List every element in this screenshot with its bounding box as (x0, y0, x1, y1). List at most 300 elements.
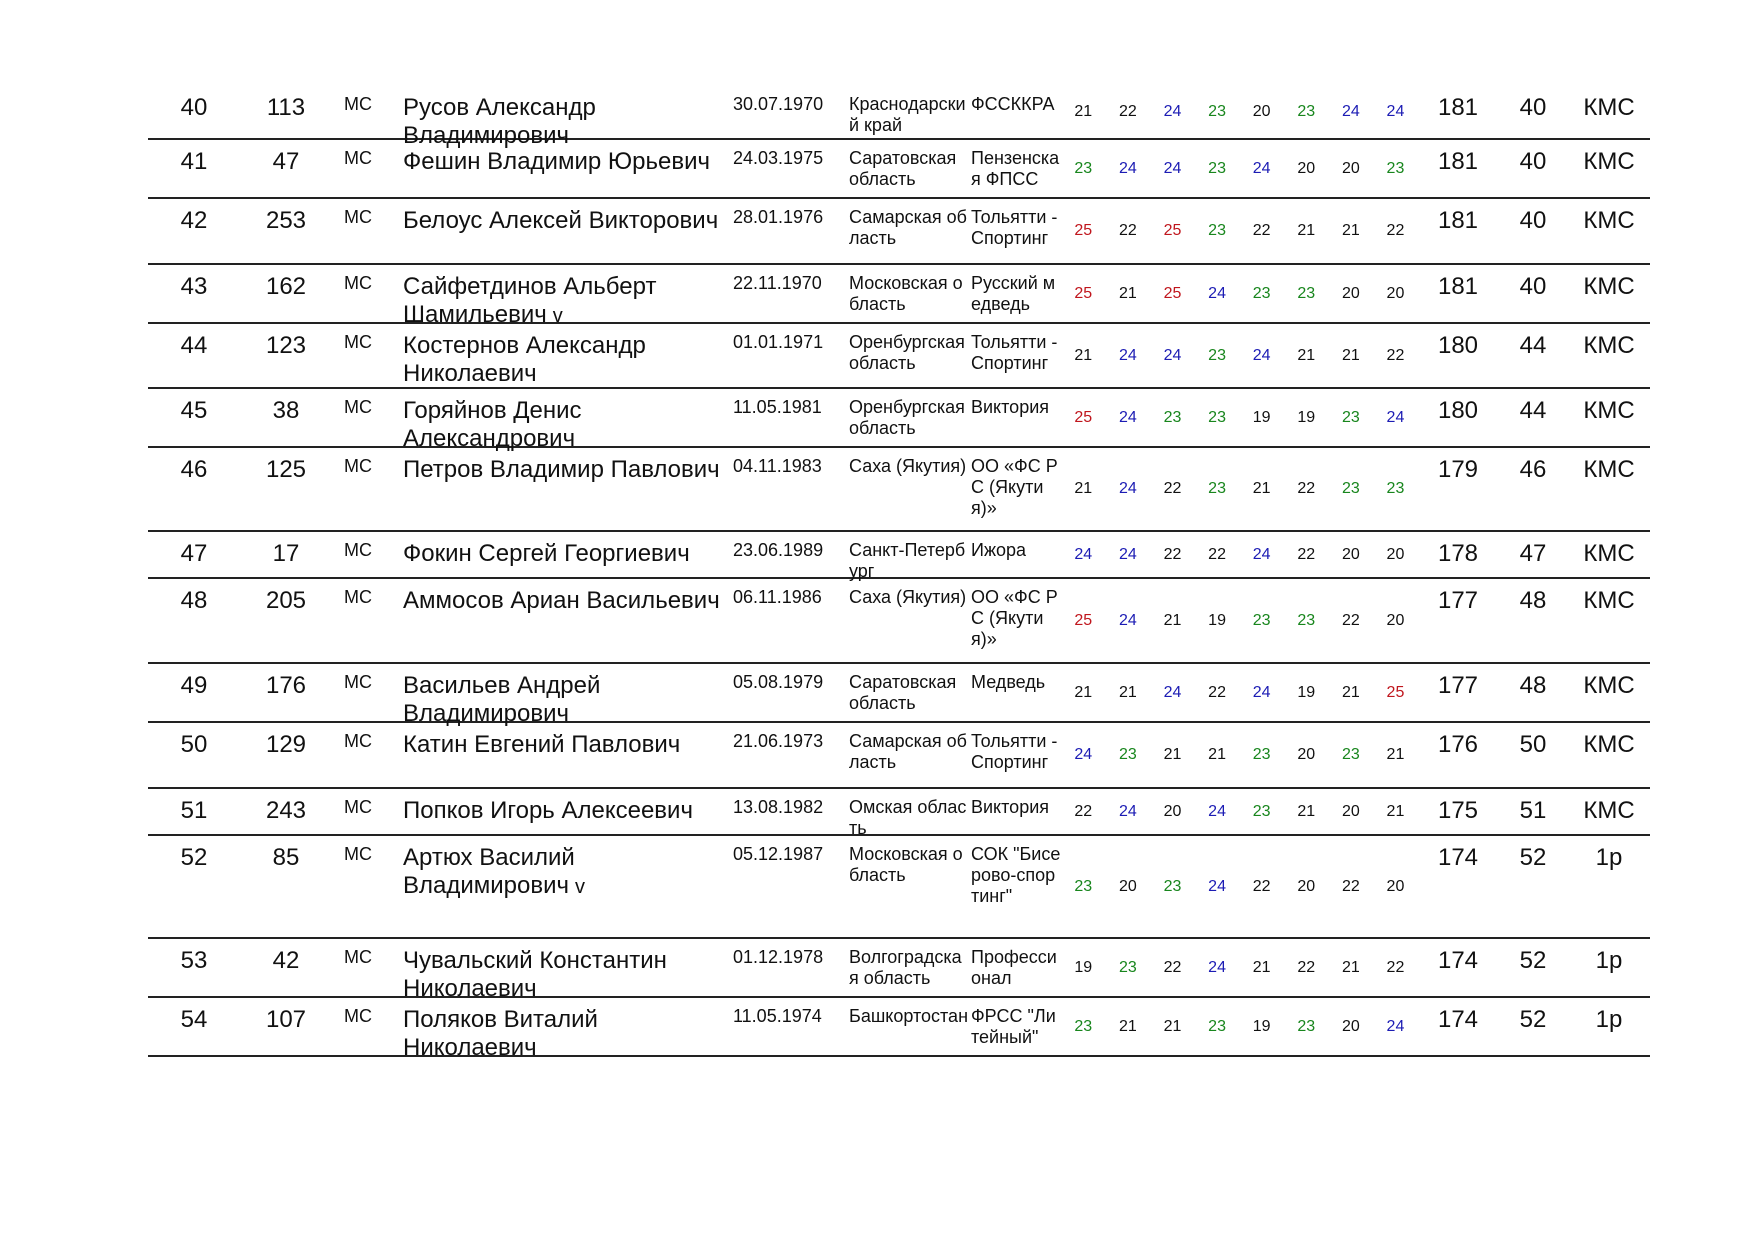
series-score: 21 (1208, 746, 1226, 763)
series-score: 25 (1386, 683, 1405, 701)
athlete-name: Катин Евгений Павлович (403, 731, 681, 758)
athlete-name: Русов Александр Владимирович (403, 94, 596, 149)
series-score: 20 (1252, 103, 1271, 120)
series-score: 24 (1118, 159, 1137, 177)
series-score: 20 (1297, 746, 1316, 763)
club-cell: Тольятти - Спортинг (971, 731, 1058, 772)
club-cell: ФССККРА (971, 94, 1055, 114)
ranking-place-cell: 50 (1519, 731, 1547, 758)
bib-cell: 129 (265, 731, 307, 758)
series-score: 25 (1074, 284, 1093, 302)
birthdate-cell: 05.12.1987 (733, 844, 824, 864)
table-row (148, 998, 1650, 1061)
series-score: 25 (1163, 284, 1182, 302)
total-cell: 181 (1437, 148, 1479, 175)
series-scores (1061, 939, 1421, 996)
rank-cell: МС (344, 397, 372, 417)
series-score: 23 (1208, 159, 1226, 177)
table-row (148, 723, 1650, 789)
place-cell: 49 (180, 672, 208, 699)
series-score: 19 (1252, 408, 1271, 426)
rank-cell: МС (344, 207, 372, 227)
athlete-name-cell (403, 672, 733, 728)
series-score: 24 (1341, 103, 1360, 120)
club-cell: Русский медведь (971, 273, 1056, 314)
athlete-name: Артюх Василий Владимирович (403, 844, 575, 899)
table-row (148, 664, 1650, 727)
veteran-mark: v (575, 876, 586, 898)
region-cell: Санкт-Петербург (849, 540, 966, 581)
club-cell: Тольятти - Спортинг (971, 332, 1058, 373)
qualification-cell: КМС (1583, 273, 1635, 300)
athlete-name: Белоус Алексей Викторович (403, 207, 719, 234)
region-cell: Саратовская область (849, 672, 957, 713)
bib-cell: 125 (265, 456, 307, 483)
place-cell: 51 (180, 797, 208, 824)
club-cell: ОО «ФС РС (Якутия)» (971, 456, 1058, 518)
series-score: 23 (1297, 284, 1316, 302)
series-score: 19 (1297, 408, 1316, 426)
series-score: 21 (1341, 683, 1360, 701)
series-score: 25 (1074, 222, 1093, 239)
series-score: 21 (1386, 802, 1405, 820)
club-cell: ФРСС "Литейный" (971, 1006, 1056, 1047)
place-cell: 43 (180, 273, 208, 300)
series-score: 25 (1074, 408, 1093, 426)
ranking-place-cell: 40 (1519, 94, 1547, 121)
series-score: 20 (1118, 877, 1137, 895)
series-score: 22 (1386, 958, 1405, 976)
athlete-name: Фокин Сергей Георгиевич (403, 540, 690, 567)
athlete-name: Васильев Андрей Владимирович (403, 672, 601, 727)
series-score: 21 (1163, 1017, 1182, 1035)
region-cell: Самарская область (849, 731, 967, 772)
qualification-cell: КМС (1583, 332, 1635, 359)
series-score: 22 (1118, 222, 1137, 239)
series-score: 20 (1341, 802, 1360, 820)
table-row (148, 789, 1650, 836)
birthdate-cell: 22.11.1970 (733, 273, 822, 293)
bib-cell: 205 (265, 587, 307, 614)
series-score: 22 (1252, 877, 1271, 895)
total-cell: 179 (1437, 456, 1479, 483)
ranking-place-cell: 40 (1519, 273, 1547, 300)
table-row (148, 324, 1650, 389)
place-cell: 53 (180, 947, 208, 974)
series-score: 23 (1074, 1017, 1093, 1035)
qualification-cell: 1р (1595, 1006, 1623, 1033)
rank-cell: МС (344, 947, 372, 967)
series-scores (1061, 86, 1421, 138)
bib-cell: 176 (265, 672, 307, 699)
total-cell: 176 (1437, 731, 1479, 758)
athlete-name-cell (403, 397, 733, 453)
place-cell: 48 (180, 587, 208, 614)
series-score: 21 (1118, 284, 1137, 302)
rank-cell: МС (344, 1006, 372, 1026)
series-score: 24 (1163, 159, 1182, 177)
series-score: 23 (1208, 346, 1226, 364)
athlete-name: Костернов Александр Николаевич (403, 332, 646, 387)
ranking-place-cell: 47 (1519, 540, 1547, 567)
series-score: 23 (1074, 877, 1093, 895)
series-scores (1061, 265, 1421, 322)
series-score: 23 (1297, 611, 1316, 629)
ranking-place-cell: 40 (1519, 148, 1547, 175)
athlete-name: Горяйнов Денис Александрович (403, 397, 582, 452)
series-score: 20 (1341, 1017, 1360, 1035)
place-cell: 47 (180, 540, 208, 567)
place-cell: 40 (180, 94, 208, 121)
athlete-name-cell (403, 456, 733, 484)
series-score: 23 (1386, 480, 1405, 497)
series-score: 20 (1386, 611, 1405, 629)
series-score: 22 (1208, 545, 1226, 563)
series-score: 23 (1163, 877, 1182, 895)
series-score: 22 (1297, 545, 1316, 563)
series-score: 23 (1208, 222, 1226, 239)
series-score: 24 (1118, 545, 1137, 563)
series-score: 21 (1252, 480, 1271, 497)
ranking-place-cell: 44 (1519, 397, 1547, 424)
club-cell: СОК "Бисерово-спортинг" (971, 844, 1061, 906)
athlete-name: Поляков Виталий Николаевич (403, 1006, 598, 1061)
series-score: 23 (1341, 746, 1360, 763)
birthdate-cell: 21.06.1973 (733, 731, 824, 751)
table-row (148, 199, 1650, 265)
total-cell: 180 (1437, 332, 1479, 359)
athlete-name-cell (403, 844, 733, 901)
series-score: 20 (1297, 159, 1316, 177)
bib-cell: 85 (272, 844, 300, 871)
athlete-name: Петров Владимир Павлович (403, 456, 720, 483)
total-cell: 175 (1437, 797, 1479, 824)
bib-cell: 17 (272, 540, 300, 567)
region-cell: Омская область (849, 797, 967, 838)
qualification-cell: КМС (1583, 672, 1635, 699)
place-cell: 41 (180, 148, 208, 175)
bib-cell: 38 (272, 397, 300, 424)
athlete-name: Фешин Владимир Юрьевич (403, 148, 710, 175)
club-cell: ОО «ФС РС (Якутия)» (971, 587, 1058, 649)
series-score: 22 (1386, 222, 1405, 239)
rank-cell: МС (344, 148, 372, 168)
series-score: 22 (1163, 545, 1182, 563)
series-score: 24 (1208, 284, 1226, 302)
series-score: 25 (1074, 611, 1093, 629)
series-score: 24 (1252, 545, 1271, 563)
series-score: 21 (1386, 746, 1405, 763)
region-cell: Саха (Якутия) (849, 456, 967, 476)
qualification-cell: КМС (1583, 94, 1635, 121)
qualification-cell: 1р (1595, 844, 1623, 871)
table-row (148, 448, 1650, 532)
qualification-cell: КМС (1583, 456, 1635, 483)
athlete-name-cell (403, 1006, 733, 1062)
rank-cell: МС (344, 332, 372, 352)
series-scores (1061, 836, 1421, 937)
region-cell: Волгоградская область (849, 947, 962, 988)
series-score: 21 (1341, 958, 1360, 976)
series-score: 20 (1386, 877, 1405, 895)
series-score: 23 (1252, 802, 1271, 820)
athlete-name-cell (403, 332, 733, 388)
birthdate-cell: 28.01.1976 (733, 207, 824, 227)
total-cell: 174 (1437, 1006, 1479, 1033)
series-score: 21 (1118, 1017, 1137, 1035)
club-cell: Пензенская ФПСС (971, 148, 1060, 189)
series-score: 20 (1341, 159, 1360, 177)
series-score: 24 (1163, 683, 1182, 701)
qualification-cell: 1р (1595, 947, 1623, 974)
athlete-name-cell (403, 273, 733, 330)
bib-cell: 47 (272, 148, 300, 175)
region-cell: Самарская область (849, 207, 967, 248)
qualification-cell: КМС (1583, 731, 1635, 758)
series-scores (1061, 448, 1421, 530)
series-score: 21 (1341, 346, 1360, 364)
series-score: 24 (1208, 802, 1226, 820)
total-cell: 181 (1437, 94, 1479, 121)
series-score: 24 (1163, 346, 1182, 364)
total-cell: 181 (1437, 273, 1479, 300)
place-cell: 54 (180, 1006, 208, 1033)
athlete-name: Чувальский Константин Николаевич (403, 947, 667, 1002)
series-score: 23 (1341, 480, 1360, 497)
series-score: 24 (1074, 545, 1093, 563)
series-scores (1061, 789, 1421, 834)
birthdate-cell: 24.03.1975 (733, 148, 824, 168)
birthdate-cell: 06.11.1986 (733, 587, 822, 607)
series-score: 24 (1386, 408, 1405, 426)
place-cell: 44 (180, 332, 208, 359)
series-score: 21 (1074, 480, 1093, 497)
series-score: 22 (1163, 958, 1182, 976)
series-score: 21 (1163, 611, 1182, 629)
table-row (148, 532, 1650, 579)
athlete-name: Попков Игорь Алексеевич (403, 797, 693, 824)
total-cell: 178 (1437, 540, 1479, 567)
athlete-name-cell (403, 947, 733, 1003)
rank-cell: МС (344, 844, 372, 864)
series-scores (1061, 324, 1421, 387)
series-score: 20 (1341, 284, 1360, 302)
qualification-cell: КМС (1583, 207, 1635, 234)
qualification-cell: КМС (1583, 797, 1635, 824)
series-score: 24 (1118, 611, 1137, 629)
total-cell: 174 (1437, 947, 1479, 974)
series-score: 21 (1297, 346, 1316, 364)
series-score: 23 (1074, 159, 1093, 177)
series-score: 23 (1118, 746, 1137, 763)
series-score: 20 (1386, 284, 1405, 302)
series-score: 22 (1163, 480, 1182, 497)
place-cell: 45 (180, 397, 208, 424)
qualification-cell: КМС (1583, 587, 1635, 614)
series-scores (1061, 199, 1421, 263)
club-cell: Виктория (971, 397, 1050, 417)
series-score: 23 (1208, 408, 1226, 426)
series-score: 23 (1341, 408, 1360, 426)
club-cell: Профессионал (971, 947, 1057, 988)
athlete-name-cell (403, 207, 733, 235)
total-cell: 180 (1437, 397, 1479, 424)
total-cell: 181 (1437, 207, 1479, 234)
series-scores (1061, 389, 1421, 446)
series-score: 21 (1118, 683, 1137, 701)
ranking-place-cell: 40 (1519, 207, 1547, 234)
series-score: 22 (1118, 103, 1137, 120)
region-cell: Оренбургская область (849, 397, 965, 438)
rank-cell: МС (344, 94, 372, 114)
rank-cell: МС (344, 731, 372, 751)
bib-cell: 253 (265, 207, 307, 234)
series-score: 24 (1074, 746, 1093, 763)
birthdate-cell: 11.05.1981 (733, 397, 822, 417)
series-score: 23 (1252, 284, 1271, 302)
series-scores (1061, 998, 1421, 1055)
club-cell: Тольятти - Спортинг (971, 207, 1058, 248)
place-cell: 52 (180, 844, 208, 871)
place-cell: 46 (180, 456, 208, 483)
series-score: 20 (1386, 545, 1405, 563)
series-score: 24 (1208, 877, 1226, 895)
series-score: 22 (1297, 480, 1316, 497)
series-score: 24 (1118, 802, 1137, 820)
series-scores (1061, 723, 1421, 787)
series-score: 24 (1118, 346, 1137, 364)
series-scores (1061, 664, 1421, 721)
series-score: 21 (1252, 958, 1271, 976)
region-cell: Московская область (849, 844, 963, 885)
series-score: 21 (1074, 103, 1093, 120)
birthdate-cell: 01.12.1978 (733, 947, 824, 967)
athlete-name-cell (403, 148, 733, 176)
region-cell: Краснодарский край (849, 94, 966, 135)
qualification-cell: КМС (1583, 540, 1635, 567)
series-score: 19 (1208, 611, 1226, 629)
series-score: 23 (1297, 103, 1316, 120)
series-score: 24 (1163, 103, 1182, 120)
series-score: 23 (1118, 958, 1137, 976)
bib-cell: 107 (265, 1006, 307, 1033)
rank-cell: МС (344, 587, 372, 607)
series-score: 24 (1252, 683, 1271, 701)
series-score: 20 (1297, 877, 1316, 895)
series-score: 20 (1341, 545, 1360, 563)
birthdate-cell: 23.06.1989 (733, 540, 824, 560)
series-scores (1061, 579, 1421, 662)
series-score: 21 (1297, 802, 1316, 820)
series-scores (1061, 532, 1421, 577)
series-score: 23 (1163, 408, 1182, 426)
birthdate-cell: 04.11.1983 (733, 456, 822, 476)
series-score: 24 (1386, 103, 1405, 120)
rank-cell: МС (344, 797, 372, 817)
rank-cell: МС (344, 273, 372, 293)
athlete-name-cell (403, 731, 733, 759)
ranking-place-cell: 51 (1519, 797, 1547, 824)
series-score: 23 (1252, 611, 1271, 629)
region-cell: Саратовская область (849, 148, 957, 189)
region-cell: Башкортостан (849, 1006, 969, 1026)
series-score: 23 (1297, 1017, 1316, 1035)
bib-cell: 42 (272, 947, 300, 974)
ranking-place-cell: 48 (1519, 587, 1547, 614)
ranking-place-cell: 52 (1519, 844, 1547, 871)
series-score: 19 (1297, 683, 1316, 701)
athlete-name-cell (403, 797, 733, 825)
series-score: 19 (1074, 958, 1093, 976)
series-score: 22 (1386, 346, 1405, 364)
series-score: 24 (1386, 1017, 1405, 1035)
qualification-cell: КМС (1583, 397, 1635, 424)
region-cell: Московская область (849, 273, 963, 314)
series-score: 24 (1208, 958, 1226, 976)
series-score: 23 (1252, 746, 1271, 763)
series-score: 22 (1208, 683, 1226, 701)
birthdate-cell: 30.07.1970 (733, 94, 824, 114)
series-score: 23 (1208, 1017, 1226, 1035)
club-cell: Ижора (971, 540, 1027, 560)
rank-cell: МС (344, 540, 372, 560)
table-row (148, 140, 1650, 199)
club-cell: Медведь (971, 672, 1046, 692)
series-score: 23 (1386, 159, 1405, 177)
athlete-name-cell (403, 540, 733, 568)
region-cell: Саха (Якутия) (849, 587, 967, 607)
series-score: 24 (1252, 159, 1271, 177)
bib-cell: 162 (265, 273, 307, 300)
club-cell: Виктория (971, 797, 1050, 817)
veteran-mark: v (552, 305, 563, 327)
table-row (148, 265, 1650, 328)
table-row (148, 86, 1650, 149)
series-scores (1061, 140, 1421, 197)
place-cell: 42 (180, 207, 208, 234)
series-score: 23 (1208, 480, 1226, 497)
series-score: 24 (1118, 480, 1137, 497)
total-cell: 177 (1437, 672, 1479, 699)
qualification-cell: КМС (1583, 148, 1635, 175)
total-cell: 174 (1437, 844, 1479, 871)
bib-cell: 123 (265, 332, 307, 359)
ranking-place-cell: 52 (1519, 1006, 1547, 1033)
series-score: 22 (1341, 877, 1360, 895)
series-score: 24 (1252, 346, 1271, 364)
table-row (148, 389, 1650, 452)
birthdate-cell: 01.01.1971 (733, 332, 824, 352)
rank-cell: МС (344, 456, 372, 476)
birthdate-cell: 05.08.1979 (733, 672, 824, 692)
series-score: 22 (1252, 222, 1271, 239)
birthdate-cell: 11.05.1974 (733, 1006, 822, 1026)
ranking-place-cell: 44 (1519, 332, 1547, 359)
series-score: 21 (1163, 746, 1182, 763)
bib-cell: 243 (265, 797, 307, 824)
table-row (148, 939, 1650, 1002)
ranking-place-cell: 46 (1519, 456, 1547, 483)
ranking-place-cell: 48 (1519, 672, 1547, 699)
series-score: 22 (1341, 611, 1360, 629)
athlete-name: Сайфетдинов Альберт Шамильевич (403, 273, 657, 328)
athlete-name: Аммосов Ариан Васильевич (403, 587, 720, 614)
series-score: 21 (1074, 683, 1093, 701)
series-score: 21 (1074, 346, 1093, 364)
series-score: 21 (1341, 222, 1360, 239)
athlete-name-cell (403, 587, 733, 615)
total-cell: 177 (1437, 587, 1479, 614)
